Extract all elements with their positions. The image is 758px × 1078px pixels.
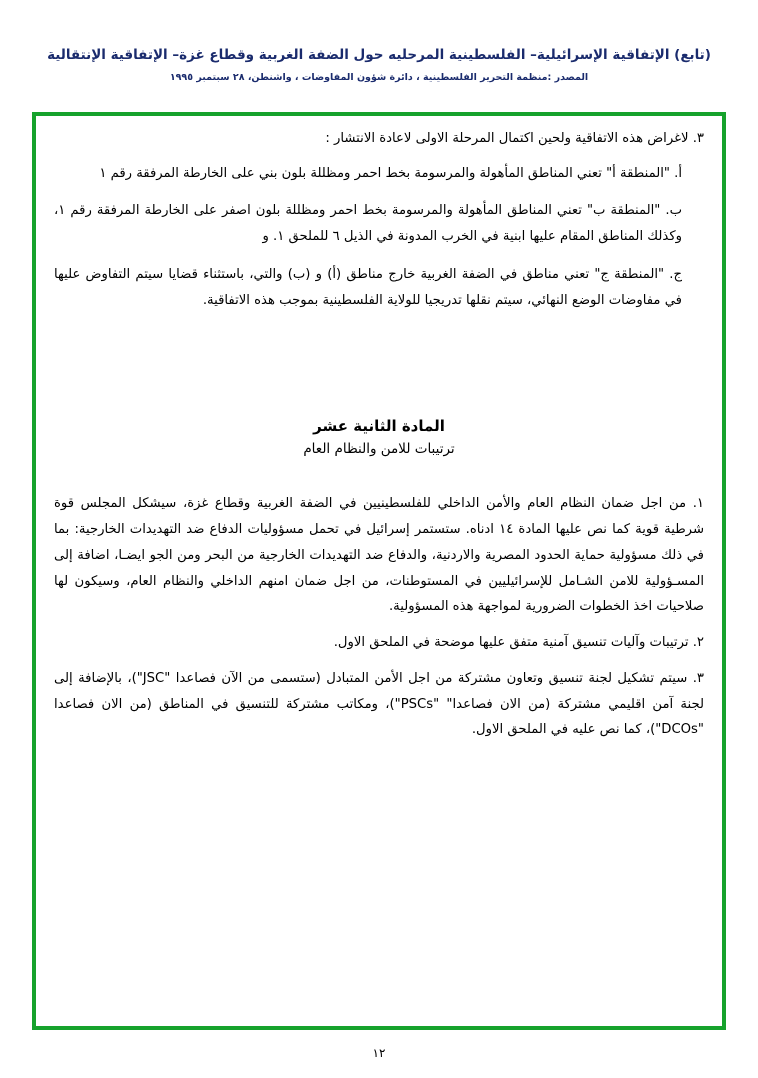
section-item-c: ج. "المنطقة ج" تعني مناطق في الضفة الغربية خارج مناطق (أ) و (ب) والتي، باستثناء قضايا سيتم التفاوض عليها في مفاوضات الوضع النهائي، سيتم نقلها تدريجيا للولاية الفلسطينية بموجب هذه الاتفاقية. [54, 266, 682, 308]
article-gap [54, 457, 704, 491]
page-number: ١٢ [372, 1046, 386, 1060]
section-gap [54, 325, 704, 417]
article-paragraph-2: ٢. ترتيبات وآليات تنسيق آمنية متفق عليها موضحة في الملحق الاول. [333, 635, 704, 651]
header-title: (تابع) الإتفاقية الإسرائيلية– الفلسطينية المرحليه حول الضفة الغربية وقطاع غزة– الإتفاقية الإنتقالية [47, 47, 711, 63]
article-title: المادة الثانية عشر [313, 417, 445, 436]
article-paragraph-list [54, 491, 704, 743]
document-content [54, 126, 704, 753]
section-intro: ٣. لاغراض هذه الاتفاقية ولحين اكتمال المرحلة الاولى لاعادة الانتشار : [325, 131, 704, 146]
page-footer [0, 1046, 758, 1060]
article-paragraph-1: ١. من اجل ضمان النظام العام والأمن الداخلي للفلسطينيين في الضفة الغربية وقطاع غزة، سيشكل المجلس قوة شرطية قوية كما نص عليها المادة ١٤ ادناه. ستستمر إسرائيل في تحمل مسؤوليات الدفاع ضد التهديدات الخارجية: بما في ذلك مسؤولية حماية الحدود المصرية والاردنية، والدفاع ضد التهديدات الخارجية من البحر ومن الجو ايضـا، اضافة إلى المسـؤولية للامن الشـامل للإسرائيليين في المستوطنات، من اجل ضمان امنهم الداخلي والنظام العام، وسيكون لها صلاحيات اخذ الخطوات الضرورية لمواجهة هذه المسؤولية. [54, 496, 705, 615]
header-source: المصدر :منظمة التحرير الفلسطينية ، دائرة شؤون المفاوضات ، واشنطن، ٢٨ سبتمبر ١٩٩٥ [169, 71, 589, 83]
section-item-b: ب. "المنطقة ب" تعني المناطق المأهولة والمرسومة بخط احمر ومظللة بلون اصفر على الخارطة المرفقة رقم ١، وكذلك المناطق المقام عليها ابنية في الخرب المدونة في الذيل ٦ للملحق ١. و [54, 203, 682, 245]
article-subtitle: ترتيبات للامن والنظام العام [303, 441, 455, 458]
section-item-a: أ. "المنطقة أ" تعني المناطق المأهولة والمرسومة بخط احمر ومظللة بلون بني على الخارطة المرفقة رقم ١ [99, 165, 682, 181]
article-paragraph-3: ٣. سيتم تشكيل لجنة تنسيق وتعاون مشتركة من اجل الأمن المتبادل (ستسمى من الآن فصاعدا "JSC")، بالإضافة إلى لجنة آمن اقليمي مشتركة (من الان فصاعدا" "PSCs")، ومكاتب مشتركة للتنسيق في المناطق (من الان فصاعدا "DCOs")، كما نص عليه في الملحق الاول. [54, 670, 705, 738]
page-header [0, 0, 758, 83]
